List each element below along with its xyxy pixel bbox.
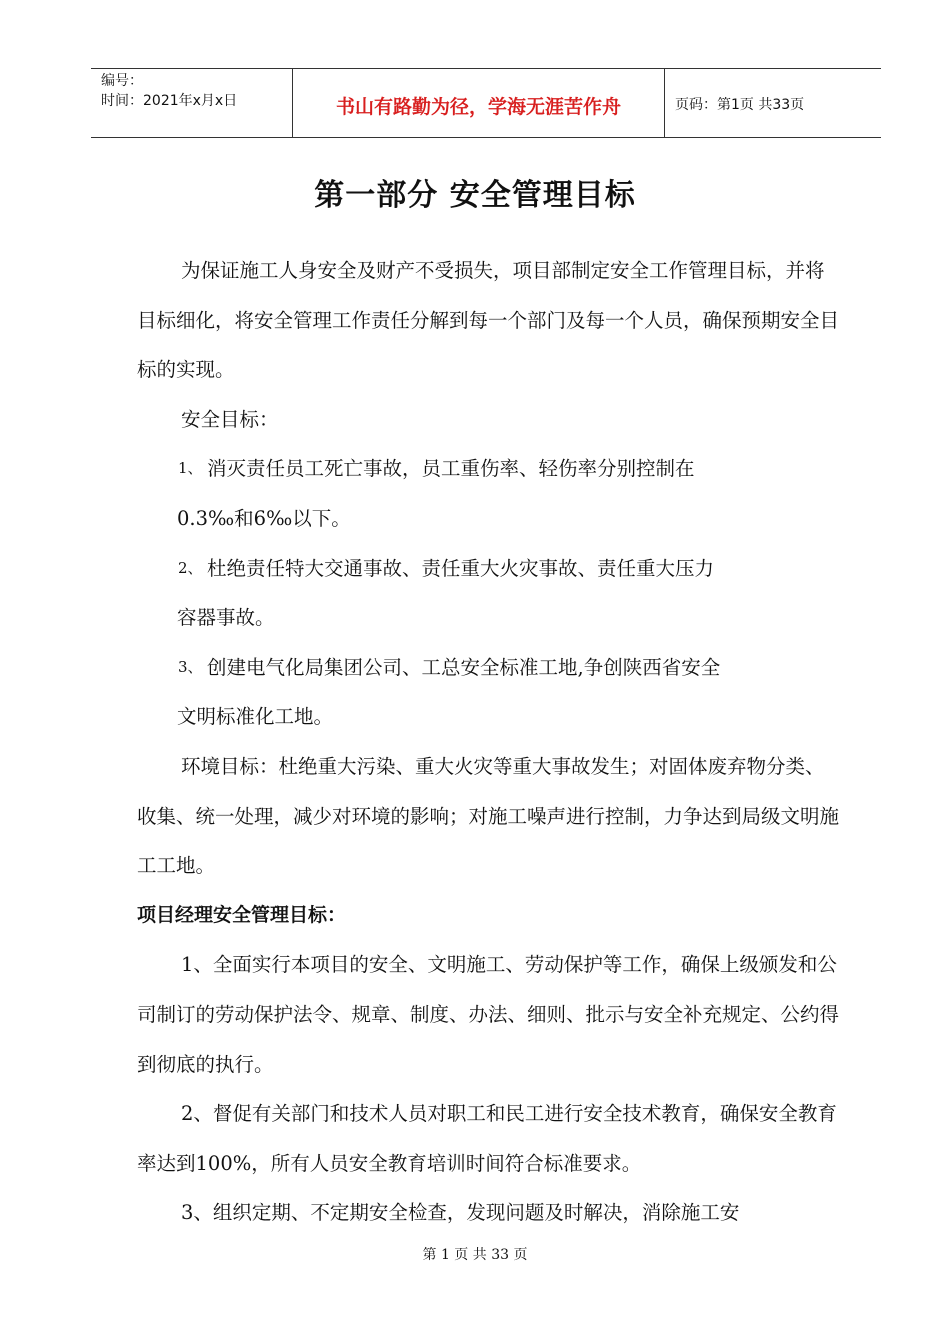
safety-goal-line2: 容器事故。 (177, 606, 275, 630)
page-footer: 第 1 页 共 33 页 (422, 1247, 528, 1263)
safety-goal-line1: 消灭责任员工死亡事故，员工重伤率、轻伤率分别控制在 (207, 457, 695, 481)
pm-goal-item: 3、组织定期、不定期安全检查，发现问题及时解决，消除施工安 (181, 1201, 740, 1225)
header-time: 时间：2021年x月x日 (101, 93, 238, 109)
page-header (91, 68, 881, 138)
safety-goal-number: 1、 (178, 459, 203, 478)
pm-goal-heading: 项目经理安全管理目标： (137, 903, 347, 926)
environment-goal-paragraph: 环境目标：杜绝重大污染、重大火灾等重大事故发生；对固体废弃物分类、收集、统一处理，减少对环境的影响；对施工噪声进行控制，力争达到局级文明施工工地。 (137, 754, 840, 878)
pm-goal-item: 2、督促有关部门和技术人员对职工和民工进行安全技术教育，确保安全教育率达到100%，所有人员安全教育培训时间符合标准要求。 (137, 1102, 837, 1175)
safety-goal-line1: 杜绝责任特大交通事故、责任重大火灾事故、责任重大压力 (207, 556, 715, 580)
header-motto: 书山有路勤为径，学海无涯苦作舟 (293, 69, 665, 137)
header-page-number: 页码：第1页 共33页 (675, 97, 805, 113)
intro-paragraph: 为保证施工人身安全及财产不受损失，项目部制定安全工作管理目标，并将目标细化，将安全管理工作责任分解到每一个部门及每一个人员，确保预期安全目标的实现。 (137, 259, 840, 382)
safety-goal-number: 2、 (178, 558, 203, 577)
safety-goal-number: 3、 (178, 657, 203, 676)
safety-goal-line1: 创建电气化局集团公司、工总安全标准工地,争创陕西省安全 (207, 655, 721, 679)
safety-goal-item (137, 544, 843, 643)
safety-goal-item (137, 643, 843, 742)
header-number: 编号： (101, 73, 143, 89)
pm-goal-item: 1、全面实行本项目的安全、文明施工、劳动保护等工作，确保上级颁发和公司制订的劳动保护法令、规章、制度、办法、细则、批示与安全补充规定、公约得到彻底的执行。 (137, 953, 840, 1076)
safety-goal-line2: 文明标准化工地。 (177, 705, 334, 729)
document-title: 第一部分 安全管理目标 (314, 178, 636, 213)
safety-goal-line2: 0.3‰和6‰以下。 (177, 506, 351, 530)
document-body (137, 246, 843, 1238)
header-meta (91, 69, 293, 137)
safety-goal-item (137, 444, 843, 543)
safety-goal-label: 安全目标： (181, 407, 279, 431)
